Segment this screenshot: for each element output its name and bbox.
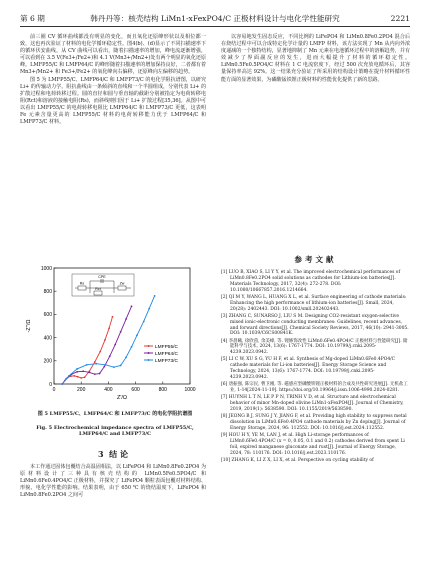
reference-text: LI C W, XU S G, YU H F, et al. Synthesis of Mg-doped LiMn0.6Fe0.4PO4/C cathode materials for Li-ion batteries[J]. Energy Storage Science and Technology, 2024, 13(6): 1767-1774. DOI: 10.19799/j.cnki.2095-4239.2023.0942. [228, 357, 396, 381]
x-tick-label: 0 [52, 387, 56, 393]
data-point [108, 327, 110, 329]
reference-item [221, 357, 410, 381]
data-point [68, 375, 70, 377]
data-point [114, 344, 116, 346]
x-tick-label: 800 [158, 387, 167, 393]
x-tick-label: 1000 [184, 387, 196, 393]
reference-number: [10] [221, 457, 232, 463]
data-point [95, 363, 97, 365]
page-number: 2221 [390, 14, 410, 23]
data-point [94, 373, 96, 375]
reference-item [221, 458, 410, 464]
figure-caption-cn: 图 5 LMFP55/C、LMFP64/C 和 LMFP73/C 的电化学阻抗谱图 [37, 411, 193, 417]
data-point [76, 371, 78, 373]
y-tick-label: 800 [43, 289, 52, 295]
data-point [148, 308, 150, 310]
reference-number: [4] [221, 338, 229, 344]
reference-text: QI M Y, WANG L, HUANG X L, et al. Surface engineering of cathode materials: Enhancing the high performance of lithium-ion batteries[J]. Small, 2024, 20(28): 2402443. DOI: 10.1002/smll.202402443. [228, 294, 407, 312]
data-point [125, 318, 127, 320]
rs-element [78, 286, 86, 290]
data-point [74, 375, 76, 377]
eis-figure [20, 260, 206, 408]
eis-chart [20, 260, 206, 408]
figure-caption-en: Fig. 5 Electrochemical impedance spectra of LMFP55/C, LMFP64/C and LMFP73/C [36, 425, 194, 438]
paragraph: 本工作通过固体包覆结合高温固相法，以 LiFePO4 和 LiMn0.8Fe0.2PO4 为原材料设计了三种具有核壳结构的 LiMn0.5Fe0.5PO4/C 和 LiMn0.6Fe0.4PO4/C 正极材料，并探究了 LiFePO4 颗粒表面包覆对材料结构、形貌、电化学性能的影响。结果表明，由于 650 ℃ 的烧结温度下，LiFePO4 和 LiMn0.8Fe0.2PO4 之间可 [20, 464, 206, 499]
reference-text: ZHANG C, SUNARSO J, LIU S M. Designing CO2-resistant oxygen-selective mixed ionic-electronic conducting membranes: Guidelines, recent advances, and forward directions[J]. Chemical Society Reviews, 2017, 46(10): 2941-3005. DOI: 10.1039/C6CS00841K. [228, 313, 409, 337]
reference-text: 李晨曦, 徐欣茵, 余美峰, 等. 锂修饰改性 LiMn0.6Fe0.4PO4/C 正极材料与性能研究[J]. 储能科学与技术, 2024, 13(6): 1767-1774. DOI: 10.19799/j.cnki.2095-4239.2023.0942. [228, 338, 408, 356]
reference-number: [3] [221, 313, 229, 319]
section-heading [20, 449, 206, 460]
data-point [84, 376, 86, 378]
reference-text: HOU H Y, YE M, LAN J, et al. High Li-storage performances of LiMn0.6Fe0.4PO4/C (x = 0, 0.05, 0.1 and 0.2) cathodes derived from spent Li foil, expired manganese gluconate and rust[J]. Journal of Energy Storage, 2024, 78: 110176. DOI: 10.1016/j.est.2023.110176. [228, 433, 405, 456]
data-point [77, 376, 79, 378]
conclusion-body [20, 464, 206, 499]
data-point [112, 316, 114, 318]
x-tick-label: 200 [77, 387, 86, 393]
inset-component-label: Rct [95, 287, 101, 291]
section-number: 3 [98, 449, 104, 459]
data-point [154, 295, 156, 297]
data-point [120, 331, 122, 333]
data-point [105, 364, 107, 366]
y-tick-label: 200 [43, 358, 52, 365]
data-point [99, 351, 101, 353]
reference-item [221, 395, 410, 413]
right-column [221, 34, 410, 84]
data-point [104, 339, 106, 341]
series-line-lmfp55-c [62, 317, 112, 384]
reference-item [221, 382, 410, 394]
reference-item [221, 314, 410, 338]
paragraph: 前三圈 CV 循环曲线都没有明显的变化，而且氧化还原峰形状以及相位都一致，这也再次验证了材料的电化学循环稳定性。图4(b)、(d)显示了不同扫描速率下的循环伏安曲线，从 CV 曲线可以看出，随着扫描速率的增加，峰电流逐渐增强，可以看到在 3.5 V(Fe3+/Fe2+)和 4.1 V(Mn3+/Mn2+)处有两个明显的氧化还原峰。LMFP55/C 和 LMFP64/C 的峰形随着扫描速率的增加保持良好，二者都有着 Mn3+/Mn2+ 和 Fe3+/Fe2+ 的氧化峰向右偏移，还原峰向左偏移的趋势。 [20, 34, 206, 76]
y-tick-label: 1000 [40, 265, 52, 272]
y-axis-label: -Z''/Ω [26, 319, 32, 333]
issue-label: 第 6 期 [20, 14, 45, 23]
reference-text: LUO B, XIAO S, LI Y Y, et al. The improved electrochemical performances of LiMn0.8Fe0.2PO4 solid solutions as cathodes for Lithium-ion batteries[J]. Materials Technology, 2017, 32(4): 272-278. DOI: 10.1080/10667857.2016.1214664. [228, 270, 401, 293]
y-tick-label: 0 [49, 381, 52, 388]
legend-marker [148, 359, 150, 361]
data-point [61, 383, 63, 385]
reference-number: [9] [221, 433, 229, 439]
inset-component-label: CPE [98, 275, 106, 279]
references-list [221, 270, 410, 465]
reference-number: [5] [221, 357, 229, 363]
running-header [20, 12, 410, 27]
reference-item [221, 295, 410, 313]
legend-label: LMFP55/C [155, 344, 178, 350]
reference-item [221, 339, 410, 357]
legend-label: LMFP64/C [155, 351, 178, 357]
reference-item [221, 414, 410, 432]
data-point [125, 356, 127, 358]
x-axis-label: Z'/Ω [116, 395, 128, 401]
reference-number: [1] [221, 270, 229, 275]
reference-text: ZHANG K, LI Z X, LI X, et al. Perspective on cycling stability of [231, 457, 374, 463]
data-point [88, 372, 90, 374]
data-point [131, 305, 133, 307]
data-point [76, 368, 78, 370]
data-point [120, 365, 122, 367]
data-point [82, 370, 84, 372]
reference-text: 唐振强, 陈宗民, 曹卫刚, 等. 磁感应型磷酸铁锂正极材料的合成及共性研究进展[J]. 无机盐工业, 1-14[2024-11-19]. https://doi.org/10.19964/j.issn.1006-4990.2024-0281. [228, 382, 408, 394]
reference-item [221, 433, 410, 457]
reference-number: [8] [221, 414, 229, 420]
reference-number: [6] [221, 382, 229, 388]
section-title: 结 论 [109, 449, 128, 459]
inset-component-label: Rs [79, 281, 85, 286]
references-title: 参考文献 [294, 255, 337, 264]
reference-text: HUYNH L T N, LE P P N, TRINH V D, et al. Structure and electrochemical behavior of minor Mn-doped olivine LiMn1-xFexPO4[J]. Journal of Chemistry, 2019, 2019(1): 5638590. DOI: 10.1155/2019/5638590. [228, 395, 404, 413]
y-tick-label: 600 [43, 312, 52, 319]
data-point [143, 320, 145, 322]
data-point [109, 355, 111, 357]
paragraph: 以容易地发生固态反应，不同比例的 LiFePO4 和 LiMn0.8Fe0.2PO4 混合后在烧结过程中可以合成特定化学计量的 LMFP 材料，该方法实现了 Mn 从内向外浓度递减的一个独特结构，显著地抑制了 Mn 元素在电池循环过程中的溶解趋势，并有效减少了界面副反应的发生，进而大幅提升了材料的循环稳定性。LiMn0.5Fe0.5PO4/C 材料在 1 C 电流密度下，经过 500 次充放电循环后，其容量保持率高达 92%。这一结果充分验证了所采用的结构设计策略在提升材料循环性能方面的显著效果，为磷酸锰铁锂正极材料的性能优化提供了新的思路。 [221, 34, 410, 83]
data-point [103, 366, 105, 368]
series-line-lmfp73-c [62, 296, 154, 384]
data-point [136, 334, 138, 336]
data-point [94, 361, 96, 363]
data-point [99, 373, 101, 375]
rct-element [94, 291, 102, 295]
data-point [86, 364, 88, 366]
reference-number: [2] [221, 294, 229, 300]
zw-element [118, 286, 126, 290]
y-tick-label: 400 [43, 335, 52, 342]
x-tick-label: 400 [104, 387, 113, 393]
legend-marker [148, 352, 150, 354]
legend-marker [148, 345, 150, 347]
reference-text: JEONG B J, SUNG J Y, JIANG F, et al. Providing high stability to suppress metal dissolution in LiMn0.6Fe0.4PO4 cathode materials by Zn doping[J]. Journal of Energy Storage, 2024, 96: 112552. DOI: 10.1016/j.est.2024.112552. [228, 414, 407, 431]
legend-label: LMFP73/C [155, 358, 178, 364]
inset-component-label: Zw [119, 281, 125, 286]
data-point [113, 366, 115, 368]
reference-number: [7] [221, 395, 229, 401]
running-title: 韩丹丹等：核壳结构 LiMn1-xFexPO4/C 正极材料设计与电化学性能研究 [90, 14, 340, 23]
data-point [80, 377, 82, 379]
paragraph: 图 5 为 LMFP55/C、LMFP64/C 和 LMFP73/C 的电化学阻抗谱图，以研究 Li+ 的传输动力学。阻抗曲线由一条倾斜的直线和一个半圆组成，分别代表 Li+ 的扩散过程和电荷转移过程。圆的直径和圆与垂直轴的截距分别被指定为电荷转移电阻(Rct)和溶液的接触电阻(Rs)，而斜线则归因于 Li+ 扩散过程[35,36]。从图中可以看出 LMFP55/C 的电荷转移电阻比 LMFP64/C 和 LMFP73/C 更低，这表明 Fe 元素含量更高的 LMFP55/C 材料的电荷转移能力优于 LMFP64/C 和 LMFP73/C 材料。 [20, 76, 206, 126]
x-tick-label: 600 [131, 387, 140, 393]
reference-item [221, 270, 410, 294]
left-column [20, 34, 206, 126]
data-point [131, 346, 133, 348]
